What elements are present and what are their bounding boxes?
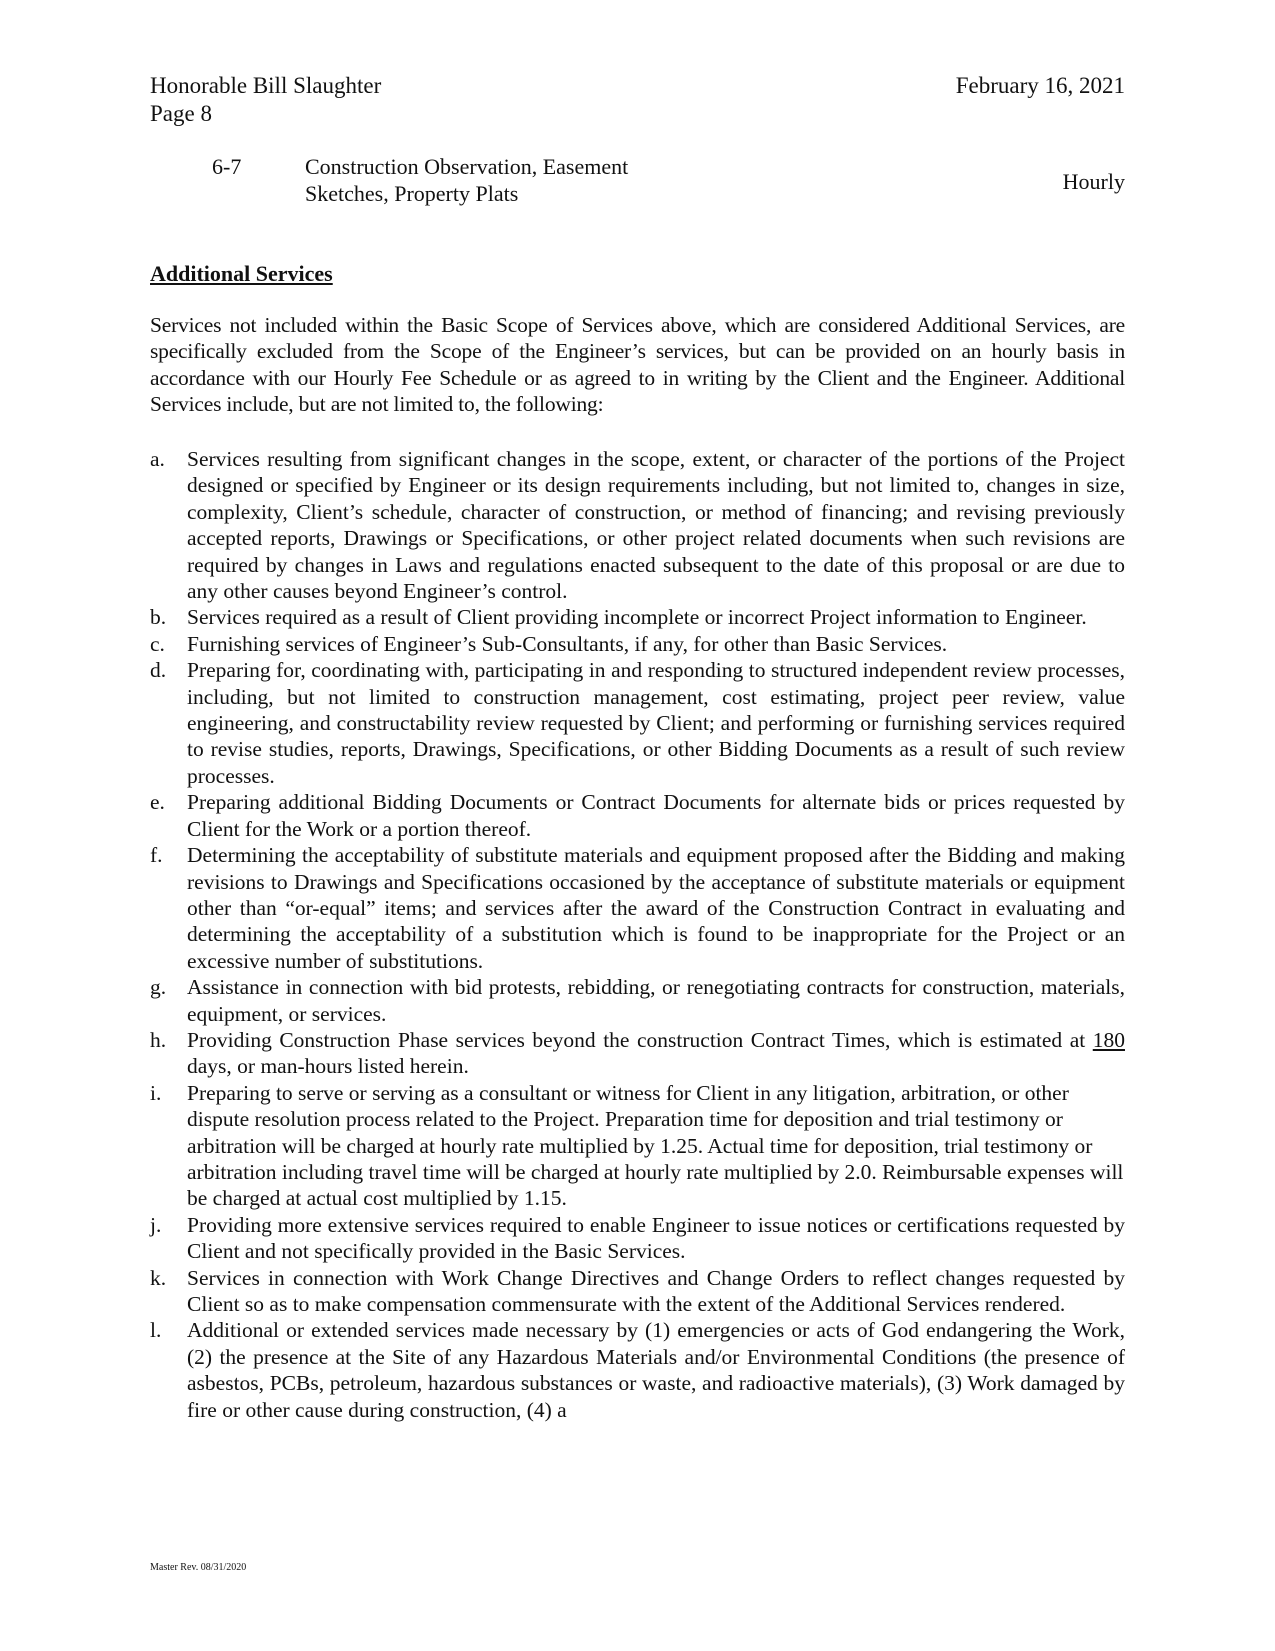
section-title: Additional Services [150,261,333,286]
list-item-letter: l. [150,1318,162,1343]
list-item [150,631,1125,657]
list-item-text: Preparing additional Bidding Documents or Contract Documents for alternate bids or prices requested by Client for the Work or a portion thereof. [187,790,1125,841]
list-item-text: Assistance in connection with bid protests, rebidding, or renegotiating contracts for construction, materials, equipment, or services. [187,975,1125,1026]
list-item-text: Determining the acceptability of substitute materials and equipment proposed after the Bidding and making revisions to Drawings and Specifications occasioned by the acceptance of substitute materials or equipment other than “or-equal” items; and services after the award of the Construction Contract in evaluating and determining the acceptability of a substitution which is found to be inappropriate for the Project or an excessive number of substitutions. [187,843,1125,973]
list-item-letter: e. [150,790,165,815]
list-item-text: Providing more extensive services required to enable Engineer to issue notices or certifications requested by Client and not specifically provided in the Basic Services. [187,1212,1125,1264]
list-item-letter: g. [150,975,167,1000]
list-item [150,789,1125,842]
list-item-letter: d. [150,658,167,683]
list-item [150,1265,1125,1318]
list-item-letter: i. [150,1080,162,1105]
page-number: Page 8 [150,101,212,126]
list-item-text: Services required as a result of Client providing incomplete or incorrect Project information to Engineer. [187,605,1087,630]
list-item-letter: a. [150,447,165,471]
footer-revision: Master Rev. 08/31/2020 [150,1562,247,1573]
list-item-text: Preparing for, coordinating with, participating in and responding to structured independent review processes, including, but not limited to construction management, cost estimating, project peer review, value engineering, and constructability review requested by Client; and performing or furnishing services required to revise studies, reports, Drawings, Specifications, or other Bidding Documents as a result of such review processes. [187,658,1125,788]
list-item [150,1080,1125,1212]
list-item [150,604,1125,630]
list-item-letter: f. [150,843,163,868]
list-item [150,446,1125,604]
list-item-text-segment: days, or man-hours listed herein. [187,1054,469,1079]
list-item [150,842,1125,974]
list-item-text: Furnishing services of Engineer’s Sub-Consultants, if any, for other than Basic Services. [187,631,948,656]
list-item-letter: c. [150,631,165,656]
list-item-text: Services in connection with Work Change Directives and Change Orders to reflect changes requested by Client so as to make compensation commensurate with the extent of the Additional Services rendered. [187,1265,1125,1316]
list-item-text [187,1027,1125,1080]
fee-item-number: 6-7 [212,154,242,179]
list-item-text-segment: Providing Construction Phase services beyond the construction Contract Times, which is estimated at [187,1027,1093,1052]
list-item [150,1027,1125,1080]
section-intro-paragraph: Services not included within the Basic Scope of Services above, which are considered Additional Services, are specifically excluded from the Scope of the Engineer’s services, but can be provided on an hourly basis in accordance with our Hourly Fee Schedule or as agreed to in writing by the Client and the Engineer. Additional Services include, but are not limited to, the following: [150,313,1125,417]
fee-item-description [305,153,725,207]
list-item [150,1317,1125,1423]
letter-date: February 16, 2021 [955,73,1125,98]
recipient-name: Honorable Bill Slaughter [150,73,382,98]
list-item-text: Services resulting from significant changes in the scope, extent, or character of the portions of the Project designed or specified by Engineer or its design requirements including, but not limited to, changes in size, complexity, Client’s schedule, character of construction, or method of financing; and revising previously accepted reports, Drawings or Specifications, or other project related documents when such revisions are required by changes in Laws and regulations enacted subsequent to the date of this proposal or are due to any other causes beyond Engineer’s control. [187,447,1125,604]
list-item-letter: k. [150,1265,167,1290]
additional-services-list [150,446,1125,1423]
fee-item-description-line: Construction Observation, Easement [305,154,629,179]
list-item [150,1212,1125,1265]
list-item [150,657,1125,789]
fee-item-rate: Hourly [1062,169,1125,194]
fee-item-description-line: Sketches, Property Plats [305,181,519,206]
list-item-letter: b. [150,605,167,630]
list-item-text: Preparing to serve or serving as a consultant or witness for Client in any litigation, arbitration, or other dispute resolution process related to the Project. Preparation time for deposition and trial testimony or arbitration will be charged at hourly rate multiplied by 1.25. Actual time for deposition, trial testimony or arbitration including travel time will be charged at hourly rate multiplied by 2.0. Reimbursable expenses will be charged at actual cost multiplied by 1.15. [187,1080,1124,1211]
list-item-letter: j. [150,1212,162,1237]
list-item-letter: h. [150,1027,167,1052]
letter-header [150,72,381,128]
list-item [150,974,1125,1027]
list-item-text: Additional or extended services made necessary by (1) emergencies or acts of God endangering the Work, (2) the presence at the Site of any Hazardous Materials and/or Environmental Conditions (the presence of asbestos, PCBs, petroleum, hazardous substances or waste, and radioactive materials), (3) Work damaged by fire or other cause during construction, (4) a [187,1318,1125,1422]
underlined-duration-value: 180 [1092,1027,1125,1052]
